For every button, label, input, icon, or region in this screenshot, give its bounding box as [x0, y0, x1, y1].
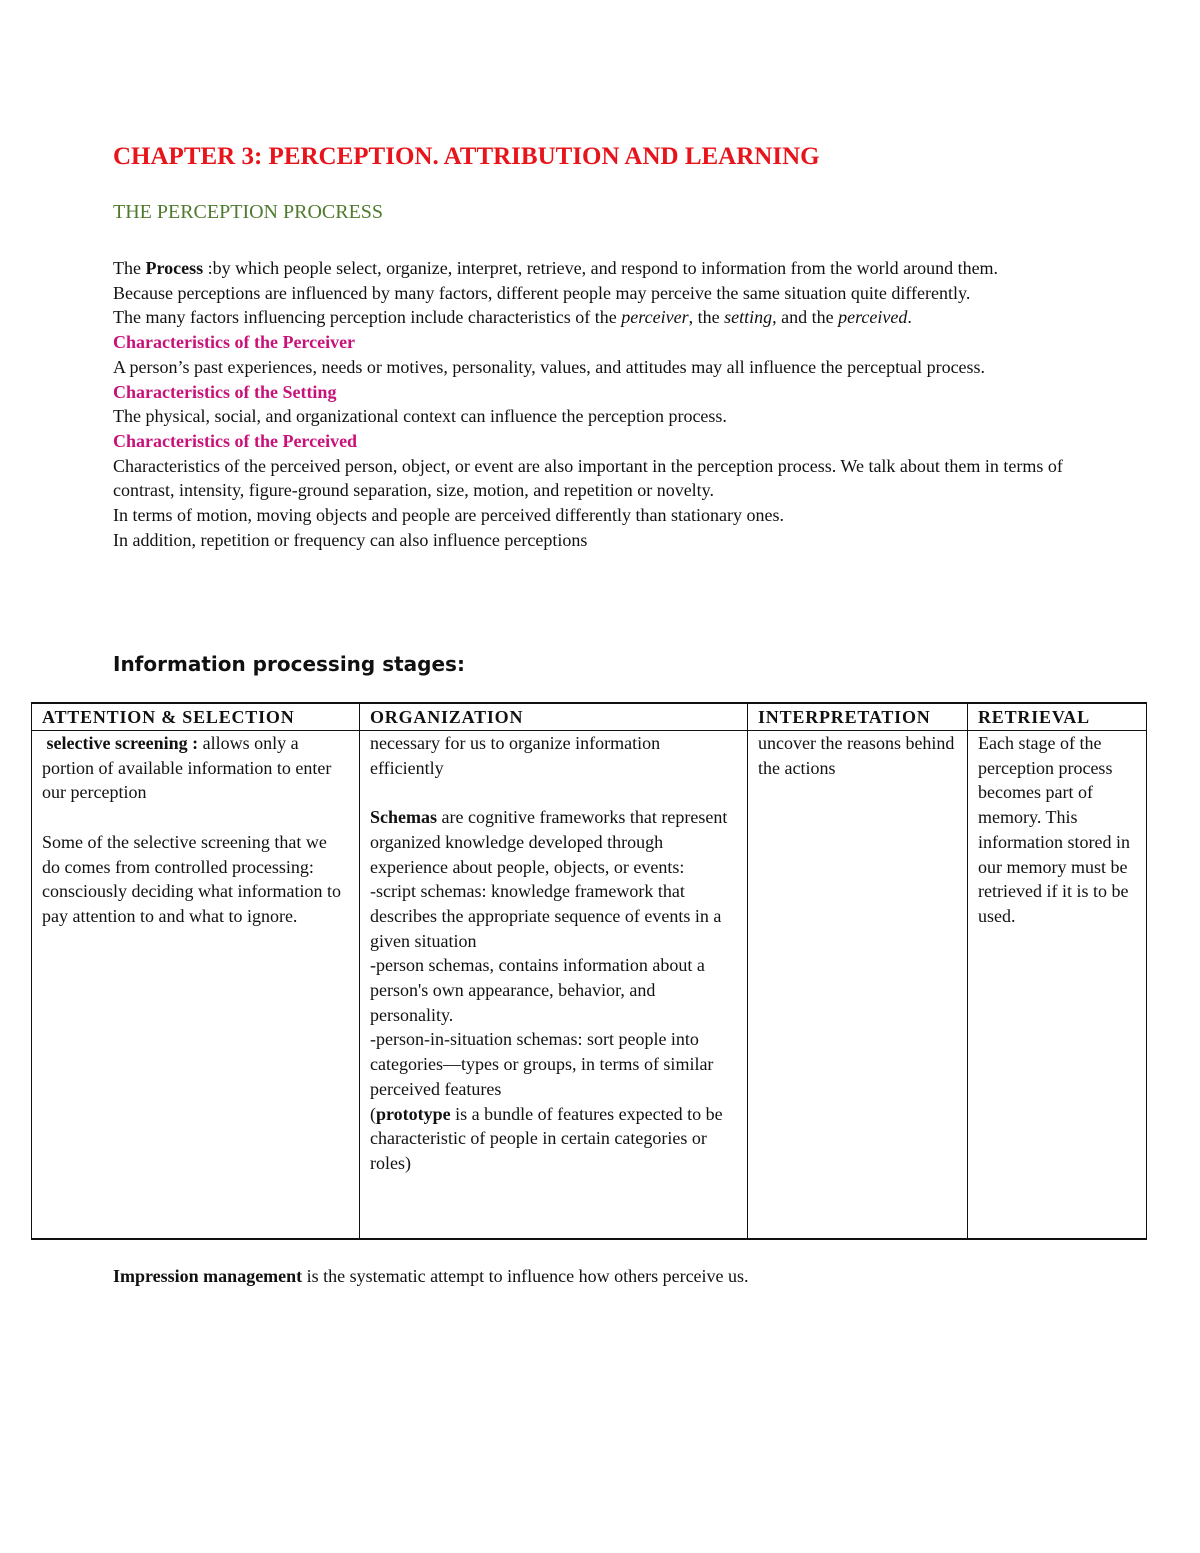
- script-schemas: -script schemas: knowledge framework that describes the appropriate sequence of events in a given situation: [370, 881, 722, 951]
- schemas-term: Schemas: [370, 807, 437, 828]
- selective-screening-text: allows only a portion of available information to enter our perception: [42, 733, 332, 803]
- header-attention: ATTENTION & SELECTION: [32, 703, 360, 731]
- impression-management: [113, 1266, 749, 1287]
- schemas-definition: [370, 805, 737, 879]
- process-definition: [113, 256, 1098, 281]
- stages-table: [31, 702, 1147, 1240]
- person-schemas: -person schemas, contains information about a person's own appearance, behavior, and personality.: [370, 955, 705, 1025]
- prototype-paren: (: [370, 1103, 376, 1124]
- process-definition-text: :by which people select, organize, interpret, retrieve, and respond to information from the world around them.: [203, 258, 999, 278]
- chapter-title: CHAPTER 3: PERCEPTION. ATTRIBUTION AND LEARNING: [113, 143, 820, 170]
- setting-heading: Characteristics of the Setting: [113, 381, 337, 402]
- attention-definition: [42, 731, 349, 805]
- perceived-text: Characteristics of the perceived person, object, or event are also important in the perception process. We talk about them in terms of contrast, intensity, figure-ground separation, size, motion, and repetition or novelty.: [113, 455, 1063, 501]
- impression-text: is the systematic attempt to influence how others perceive us.: [302, 1266, 749, 1286]
- perceiver-text: A person’s past experiences, needs or motives, personality, values, and attitudes may all influence the perceptual process.: [113, 356, 986, 377]
- process-definition-lead: The: [113, 258, 146, 278]
- cell-attention: [32, 731, 360, 1240]
- stages-heading: Information processing stages:: [113, 652, 465, 676]
- situation-schemas: -person-in-situation schemas: sort people into categories—types or groups, in terms of similar perceived features: [370, 1029, 714, 1099]
- process-term: Process: [145, 258, 204, 278]
- perceived-heading: Characteristics of the Perceived: [113, 430, 358, 451]
- prototype-definition: [370, 1102, 737, 1176]
- header-organization: ORGANIZATION: [360, 703, 748, 731]
- factor-perceiver: perceiver: [621, 307, 689, 328]
- repetition-text: In addition, repetition or frequency can also influence perceptions: [113, 529, 588, 550]
- motion-text: In terms of motion, moving objects and people are perceived differently than stationary ones.: [113, 505, 784, 526]
- schemas-text: are cognitive frameworks that represent organized knowledge developed through experience about people, objects, or events:: [370, 807, 728, 877]
- factor-perceived: perceived: [838, 307, 908, 328]
- prototype-term: prototype: [376, 1103, 451, 1124]
- setting-text: The physical, social, and organizational context can influence the perception process.: [113, 406, 727, 427]
- impression-term: Impression management: [113, 1266, 303, 1286]
- cell-organization: [360, 731, 748, 1240]
- factors-end: .: [907, 307, 912, 328]
- factors-lead: The many factors influencing perception include characteristics of the: [113, 307, 622, 328]
- factors-sep-2: , and the: [772, 307, 839, 328]
- interpretation-text: uncover the reasons behind the actions: [758, 733, 955, 778]
- factor-setting: setting: [724, 307, 773, 328]
- header-interpretation: INTERPRETATION: [748, 703, 968, 731]
- retrieval-text: Each stage of the perception process becomes part of memory. This information stored in our memory must be retrieved if it is to be used.: [978, 733, 1130, 926]
- body-text: [113, 256, 1098, 552]
- header-retrieval: RETRIEVAL: [968, 703, 1147, 731]
- cell-retrieval: [968, 731, 1147, 1240]
- table-header-row: [32, 703, 1147, 731]
- table-row: [32, 731, 1147, 1240]
- section-title: THE PERCEPTION PROCRESS: [113, 201, 384, 223]
- factors-sep-1: , the: [688, 307, 725, 328]
- cell-interpretation: [748, 731, 968, 1240]
- perception-differences: Because perceptions are influenced by many factors, different people may perceive the same situation quite differently.: [113, 282, 971, 303]
- prototype-text: is a bundle of features expected to be characteristic of people in certain categories or roles): [370, 1103, 723, 1173]
- perceiver-heading: Characteristics of the Perceiver: [113, 332, 356, 353]
- perception-factors: [113, 305, 1098, 330]
- controlled-processing-text: Some of the selective screening that we do comes from controlled processing: consciously deciding what information to pay attention to and what to ignore.: [42, 831, 341, 926]
- organization-intro: necessary for us to organize information efficiently: [370, 733, 661, 778]
- selective-screening-term: selective screening :: [46, 733, 199, 753]
